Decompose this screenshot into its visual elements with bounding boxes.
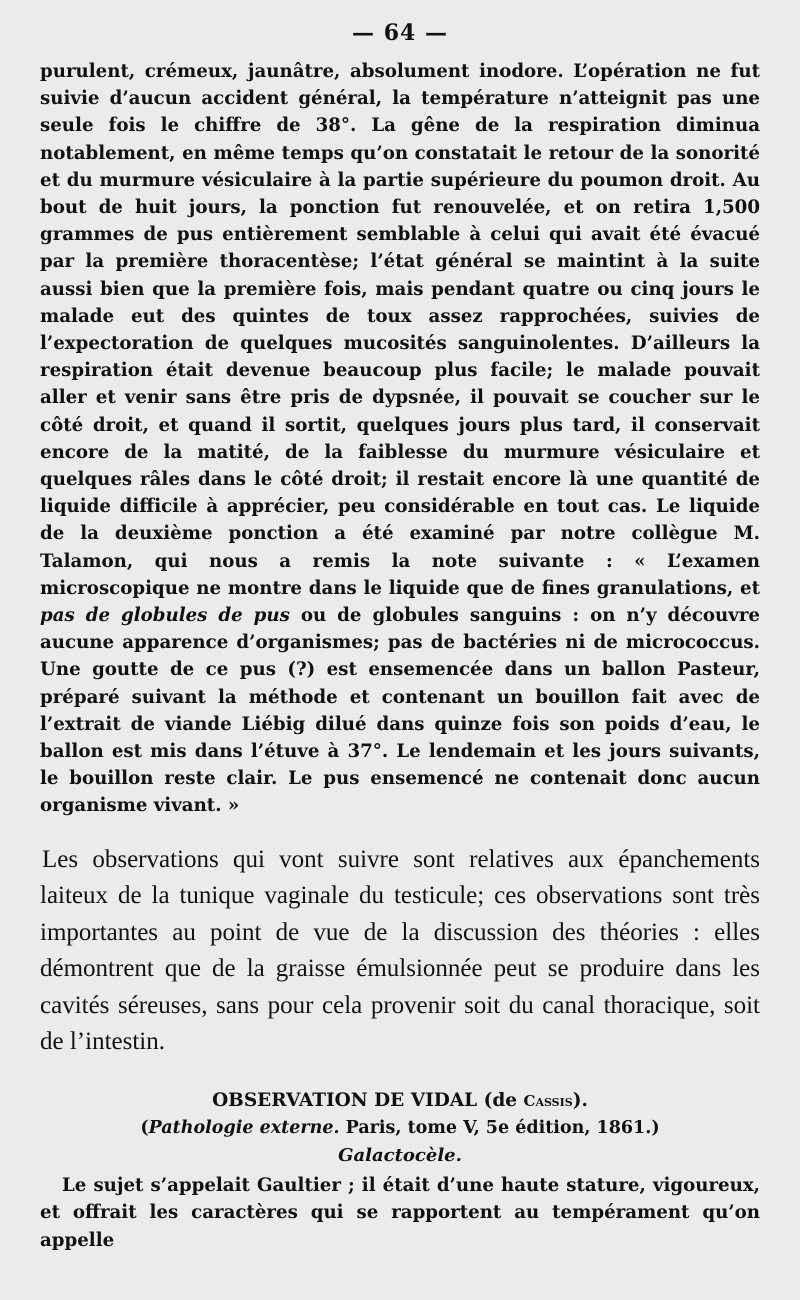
observation-subtitle: Galactocèle. [338,1144,462,1166]
observation-source-open: ( [140,1117,149,1138]
main-paragraph-text: Les observations qui vont suivre sont relatives aux épanchements laiteux de la tunique vaginale du testicule; ces observations sont très importantes au point de vue de la discussion des théories : elles démontrent que de la graisse émulsionnée peut se produire dans les cavités séreuses, sans pour cela provenir soit du canal thoracique, soit de l’intestin. [40,845,760,1056]
observation-title-paren-close: ). [572,1089,588,1111]
observation-body: Le sujet s’appelait Gaultier ; il était d’une haute stature, vigoureux, et offrait les caractères qui se rapportent au tempérament qu’on appelle [40,1174,760,1251]
observation-source-italic: Pathologie externe. [148,1117,340,1138]
observation-title-main: OBSERVATION DE VIDAL [212,1089,478,1111]
page-number: — 64 — [352,20,448,46]
observation-source-rest: Paris, tome V, 5e édition, 1861.) [339,1117,660,1138]
continuation-paragraph-text [40,58,760,820]
continuation-italic-phrase: pas de globules de pus [40,605,290,627]
observation-source [40,1115,760,1142]
continuation-text-part-2: ou de globules sanguins : on n’y découvre aucune apparence d’organismes; pas de bactéries ni de micrococcus. Une goutte de ce pus (?) est ensemencée dans un ballon Pasteur, préparé suivant la méthode et contenant un bouillon fait avec de l’extrait de viande Liébig dilué dans quinze fois son poids d’eau, le ballon est mis dans l’étuve à 37°. Le lendemain et les jours suivants, le bouillon reste clair. Le pus ensemencé ne contenait donc aucun organisme vivant. » [40,605,760,817]
continuation-text-part-1: purulent, crémeux, jaunâtre, absolument inodore. L’opération ne fut suivie d’aucun accident général, la température n’atteignit pas une seule fois le chiffre de 38°. La gêne de la respiration diminua notablement, en même temps qu’on constatait le retour de la sonorité et du murmure vésiculaire à la partie supérieure du poumon droit. Au bout de huit jours, la ponction fut renouvelée, et on retira 1,500 grammes de pus entièrement semblable à celui qui avait été évacué par la première thoracentèse; l’état général se maintint à la suite aussi bien que la première fois, mais pendant quatre ou cinq jours le malade eut des quintes de toux assez rapprochées, suivies de l’expectoration de quelques mucosités sanguinolentes. D’ailleurs la respiration était devenue beaucoup plus facile; le malade pouvait aller et venir sans être pris de dypsnée, il pouvait se coucher sur le côté droit, et quand il sortit, quelques jours plus tard, il conservait encore de la matité, de la faiblesse du murmure vésiculaire et quelques râles dans le côté droit; il restait encore là une quantité de liquide difficile à apprécier, peu considérable en tout cas. Le liquide de la deuxième ponction a été examiné par notre collègue M. Talamon, qui nous a remis la note suivante : « L’examen microscopique ne montre dans le liquide que de fines granulations, et [40,61,760,599]
observation-title [40,1087,760,1115]
observation-title-paren-open: (de [483,1089,524,1111]
main-paragraph [40,842,760,1061]
continuation-paragraph [40,58,760,820]
observation-title-smallcaps: Cassis [523,1091,573,1110]
